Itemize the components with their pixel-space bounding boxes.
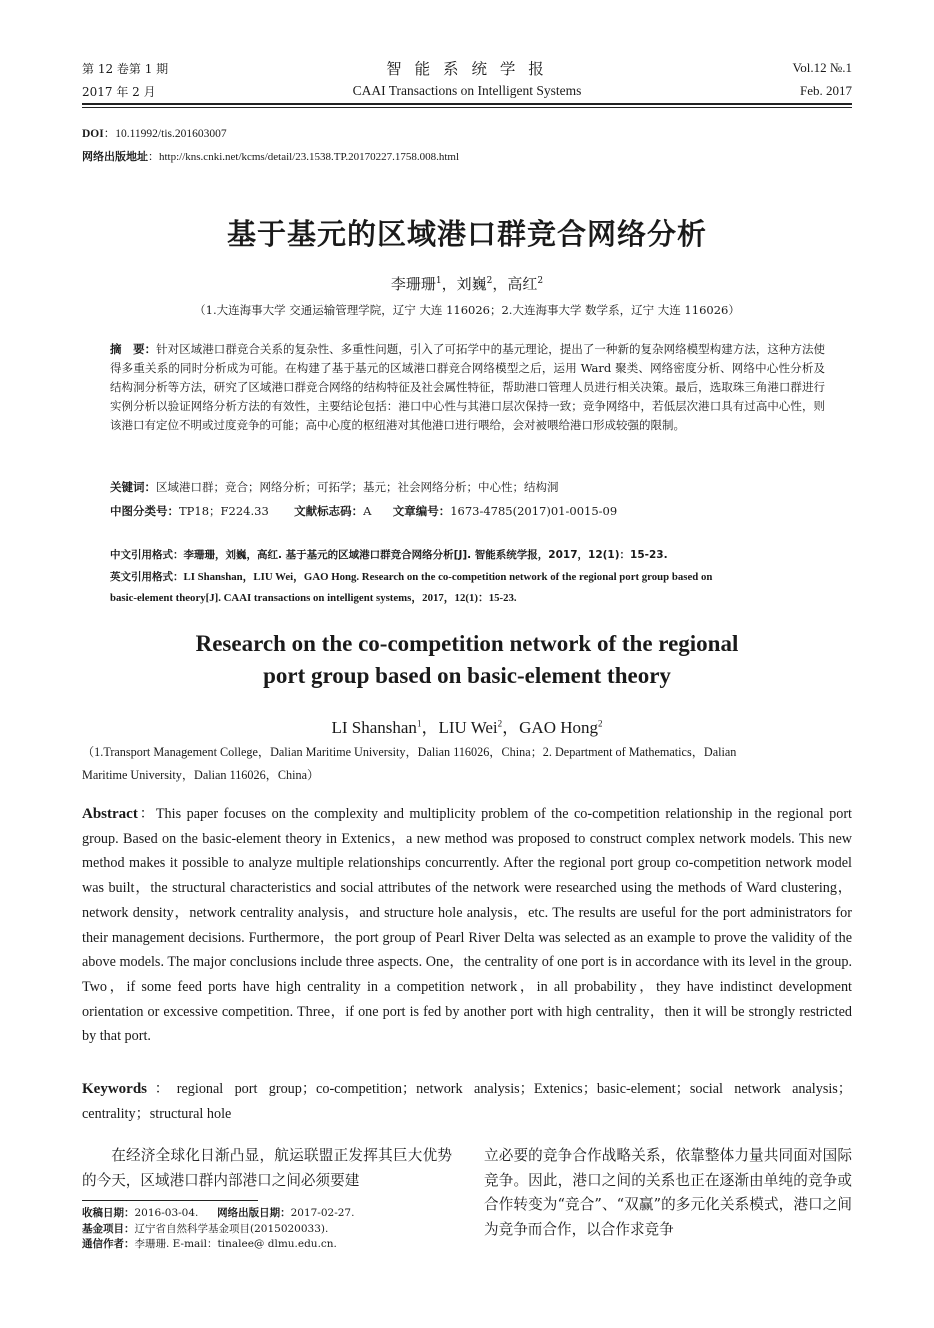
abstract-en-text: ：This paper focuses on the complexity and multiplicity problem of the co-competition relationship in the regional port group. Based on the basic-element theory in Extenics，a new method was proposed to construct complex network models. This new method makes it possible to analyze multiple relationships concurrently. After the regional port group co-competition network model was built，the structural characteristics and social attributes of the network were researched using the methods of Ward clustering，network density，network centrality analysis，and structure hole analysis，etc. The results are useful for the port administrators for their management decisions. Furthermore，the port group of Pearl River Delta was selected as an example to prove the validity of the above models. The major conclusions include three aspects. One，the centrality of one port is in accordance with its level in the group. Two，if some feed ports have high centrality in a competition network，in all probability，they have indistinct development orientation or excessive competition. Three，if one port is fed by another port with high centrality，then it will be strongly restricted by that port.: [82, 806, 852, 1045]
footnote-corresponding: 通信作者：李珊珊. E-mail：tinalee@ dlmu.edu.cn.: [82, 1238, 337, 1250]
clc-label: 中图分类号：: [110, 504, 179, 518]
doc-code-value: A: [363, 504, 372, 518]
article-number-label: 文章编号：: [392, 504, 451, 518]
citation-cn-label: 中文引用格式：: [110, 549, 184, 561]
abstract-cn-text: 针对区域港口群竞合关系的复杂性、多重性问题，引入了可拓学中的基元理论，提出了一种新的复杂网络模型构建方法，这种方法使得多重关系的同时分析成为可能。在构建了基于基元的区域港口群竞合网络模型之后，运用 Ward 聚类、网络密度分析、网络中心性分析及结构洞分析等方法，研究了区域港口群竞合网络的结构特征及社会属性特征，帮助港口管理人员进行相关决策。最后，选取珠三角港口群进行实例分析以验证网络分析方法的有效性，主要结论包括：港口中心性与其港口层次保持一致；竞争网络中，若低层次港口具有过高中心性，则该港口有定位不明或过度竞争的可能；高中心度的枢纽港对其他港口进行喂给，会对被喂给港口形成较强的限制。: [110, 342, 826, 432]
title-en: [0, 628, 934, 692]
header-rule-thin: [82, 107, 852, 108]
affiliation-cn: （1.大连海事大学 交通运输管理学院，辽宁 大连 116026；2.大连海事大学 数学系，辽宁 大连 116026）: [194, 303, 740, 317]
clc-value: TP18；F224.33: [179, 504, 269, 518]
keywords-en-label: Keywords: [82, 1081, 147, 1097]
body-column-left: 在经济全球化日渐凸显，航运联盟正发挥其巨大优势的今天，区域港口群内部港口之间必须要建: [82, 1147, 452, 1189]
volume-en: Vol.12 №.1: [792, 60, 852, 75]
footnote: [82, 1206, 354, 1253]
citation-cn: [110, 547, 668, 562]
date-cn: 2017 年 2 月: [82, 85, 156, 99]
title-en-line2: port group based on basic-element theory: [263, 663, 671, 688]
doi-value: ：10.11992/tis.201603007: [103, 128, 227, 140]
classification: [110, 502, 617, 521]
journal-name-en: CAAI Transactions on Intelligent Systems: [352, 83, 582, 98]
abstract-cn: [110, 340, 825, 435]
author-1-cn: 李珊珊: [390, 275, 436, 293]
article-number-value: 1673-4785(2017)01-0015-09: [450, 504, 618, 518]
footnote-received: 收稿日期：2016-03-04. 网络出版日期：2017-02-27.: [82, 1207, 355, 1219]
citation-en-text-1: LI Shanshan，LIU Wei，GAO Hong. Research on the co-competition network of the regional port group based on: [183, 571, 713, 583]
title-cn: 基于基元的区域港口群竞合网络分析: [226, 217, 707, 251]
header-rule-thick: [82, 103, 852, 105]
keywords-cn: [110, 478, 825, 497]
abstract-en-label: Abstract: [82, 806, 138, 822]
affiliation-en: [82, 741, 852, 787]
abstract-cn-label: 摘 要：: [110, 342, 157, 356]
journal-name-cn: 智 能 系 统 学 报: [386, 60, 548, 78]
affiliation-en-line2: Maritime University，Dalian 116026，China）: [82, 768, 320, 782]
citation-cn-text: 李珊珊，刘巍，高红. 基于基元的区域港口群竞合网络分析[J]. 智能系统学报，2017，12(1)：15-23.: [183, 549, 668, 561]
url-label: 网络出版地址: [82, 150, 148, 163]
citation-en: [110, 569, 712, 584]
abstract-en: [82, 802, 852, 1049]
title-en-line1: Research on the co-competition network of the regional: [195, 631, 739, 656]
keywords-cn-label: 关键词：: [110, 480, 156, 494]
affiliation-en-line1: （1.Transport Management College，Dalian Maritime University，Dalian 116026，China；2. Department of Mathematics，Dalian: [82, 745, 737, 759]
doi-label: DOI: [82, 128, 104, 140]
footnote-rule: [82, 1200, 258, 1201]
keywords-cn-text: 区域港口群；竞合；网络分析；可拓学；基元；社会网络分析；中心性；结构洞: [156, 480, 559, 494]
citation-en-line2: [110, 590, 517, 605]
authors-en: LI Shanshan$^1$，LIU Wei$^2$，GAO Hong$^2$: [331, 718, 603, 737]
date-en: Feb. 2017: [800, 83, 852, 98]
author-3-cn: 高红: [507, 275, 538, 293]
body-column-right: 立必要的竞争合作战略关系，依靠整体力量共同面对国际竞争。因此，港口之间的关系也正在逐渐由单纯的竞争或合作转变为“竞合”、“双赢”的多元化关系模式，港口之间为竞争而合作，以合作求竞争: [484, 1147, 852, 1238]
author-1-en: LI Shanshan: [331, 718, 417, 737]
author-2-cn: 刘巍: [456, 275, 487, 293]
footnote-fund: 基金项目：辽宁省自然科学基金项目(2015020033).: [82, 1222, 329, 1235]
url-value: ：http://kns.cnki.net/kcms/detail/23.1538.TP.20170227.1758.008.html: [148, 151, 460, 163]
authors-cn: 李珊珊$^1$，刘巍$^2$，高红$^2$: [390, 275, 544, 293]
citation-en-label: 英文引用格式：: [110, 571, 184, 583]
author-3-en: GAO Hong: [519, 718, 599, 737]
citation-en-text-2: basic-element theory[J]. CAAI transactions on intelligent systems，2017，12(1)：15-23.: [110, 592, 517, 604]
author-2-en: LIU Wei: [438, 718, 498, 737]
keywords-en: [82, 1077, 852, 1126]
volume-cn: 第 12 卷第 1 期: [82, 62, 169, 76]
keywords-en-text: ：regional port group；co-competition；network analysis；Extenics；basic-element；social network analysis；centrality；structural hole: [82, 1081, 852, 1122]
doc-code-label: 文献标志码：: [294, 504, 364, 518]
url-line: [82, 148, 459, 164]
doi-line: [82, 125, 227, 141]
